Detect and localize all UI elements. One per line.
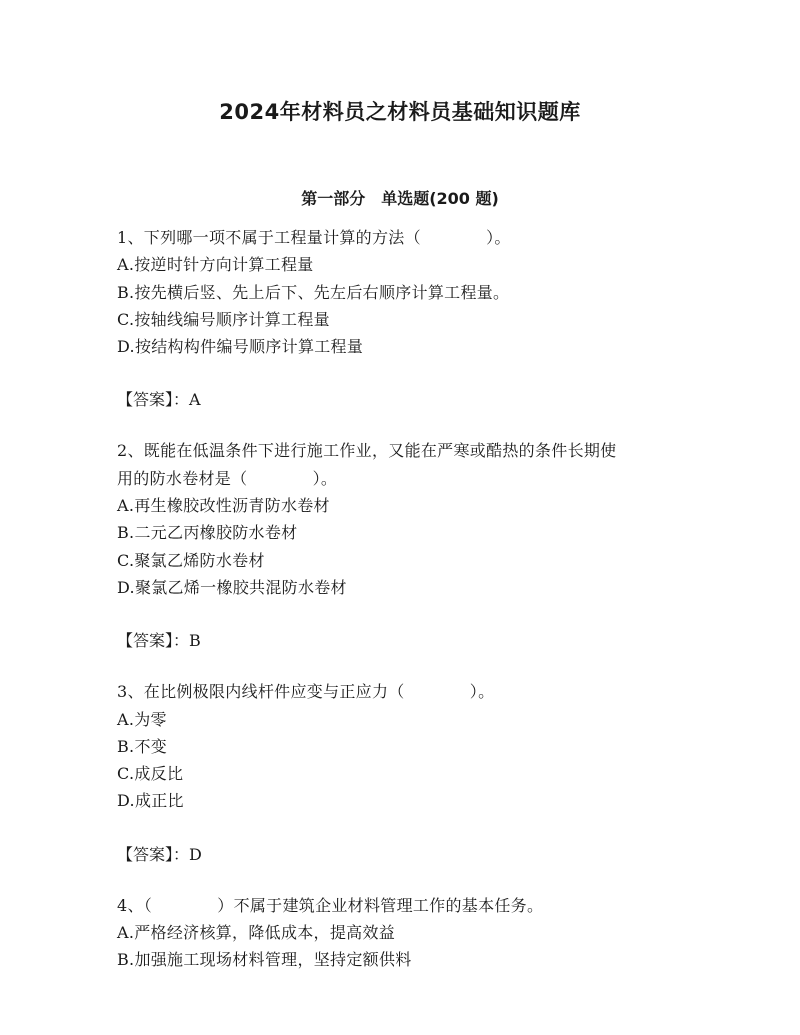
- option-d: D.成正比: [117, 791, 184, 811]
- answer-value: B: [189, 631, 201, 651]
- answer-3: [117, 841, 697, 868]
- option-a: A.严格经济核算，降低成本，提高效益: [117, 923, 396, 943]
- option-b: B.不变: [117, 736, 168, 756]
- question-stem: 1、下列哪一项不属于工程量计算的方法（ ）。: [117, 228, 511, 247]
- option-d: D.聚氯乙烯一橡胶共混防水卷材: [117, 577, 347, 597]
- option-a: A.按逆时针方向计算工程量: [117, 255, 314, 275]
- option-a: A.为零: [117, 709, 167, 729]
- answer-label: 【答案】：: [117, 631, 190, 651]
- option-b: B.按先横后竖、先上后下、先左后右顺序计算工程量。: [117, 282, 510, 302]
- answer-2: [117, 627, 697, 654]
- page-title: 2024年材料员之材料员基础知识题库: [219, 100, 581, 124]
- question-list: [117, 224, 697, 974]
- question-stem: 4、（ ）不属于建筑企业材料管理工作的基本任务。: [117, 895, 544, 915]
- question-4: [117, 892, 697, 974]
- question-3: [117, 678, 697, 814]
- answer-label: 【答案】：: [117, 390, 190, 410]
- option-c: C.按轴线编号顺序计算工程量: [117, 309, 330, 329]
- option-c: C.聚氯乙烯防水卷材: [117, 550, 265, 570]
- question-2: [117, 437, 697, 601]
- question-stem-continued: 用的防水卷材是（ ）。: [117, 468, 338, 488]
- answer-1: [117, 386, 697, 413]
- question-stem: 2、既能在低温条件下进行施工作业，又能在严寒或酷热的条件长期使: [117, 441, 617, 461]
- option-d: D.按结构构件编号顺序计算工程量: [117, 337, 364, 357]
- option-a: A.再生橡胶改性沥青防水卷材: [117, 496, 330, 516]
- section-title: 第一部分 单选题(200 题): [301, 189, 499, 208]
- answer-value: D: [189, 844, 202, 864]
- option-b: B.加强施工现场材料管理，坚持定额供料: [117, 950, 412, 970]
- question-1: [117, 224, 697, 360]
- option-c: C.成反比: [117, 764, 184, 784]
- answer-value: A: [189, 390, 201, 410]
- question-stem: 3、在比例极限内线杆件应变与正应力（ ）。: [117, 682, 495, 702]
- option-b: B.二元乙丙橡胶防水卷材: [117, 523, 298, 543]
- answer-label: 【答案】：: [117, 844, 190, 864]
